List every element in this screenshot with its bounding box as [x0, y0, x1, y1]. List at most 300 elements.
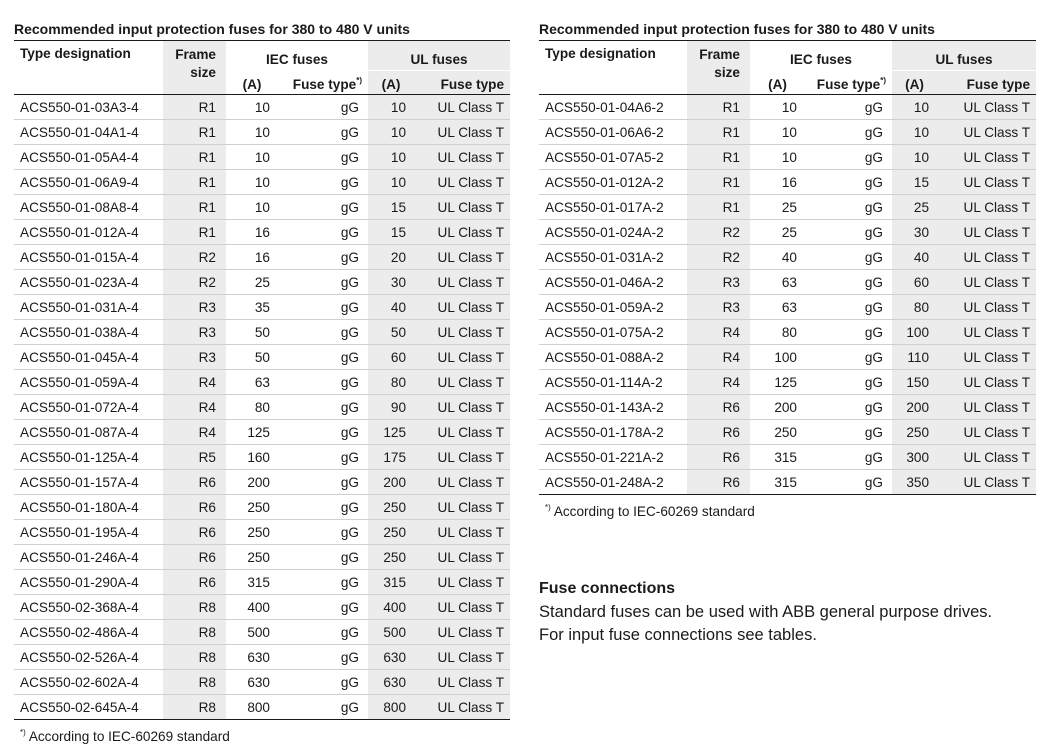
- cell-ul-fuse-type: UL Class T: [414, 145, 510, 170]
- cell-ul-amps: 30: [892, 220, 937, 245]
- cell-type-designation: ACS550-01-087A-4: [14, 420, 163, 445]
- cell-ul-amps: 315: [368, 570, 414, 595]
- cell-iec-amps: 250: [226, 495, 278, 520]
- cell-frame-size: R8: [163, 695, 226, 720]
- table-row: [539, 145, 1036, 170]
- cell-iec-amps: 10: [226, 95, 278, 120]
- cell-iec-amps: 630: [226, 670, 278, 695]
- cell-iec-fuse-type: gG: [278, 445, 368, 470]
- table-row: [14, 420, 510, 445]
- cell-iec-amps: 63: [226, 370, 278, 395]
- cell-ul-amps: 10: [368, 120, 414, 145]
- cell-iec-fuse-type: gG: [805, 295, 892, 320]
- footnote-marker: *): [356, 76, 363, 85]
- cell-type-designation: ACS550-01-248A-2: [539, 470, 687, 495]
- cell-ul-fuse-type: UL Class T: [414, 270, 510, 295]
- cell-iec-fuse-type: gG: [278, 545, 368, 570]
- cell-type-designation: ACS550-01-290A-4: [14, 570, 163, 595]
- cell-type-designation: ACS550-01-04A1-4: [14, 120, 163, 145]
- cell-iec-fuse-type: gG: [278, 520, 368, 545]
- cell-ul-fuse-type: UL Class T: [937, 445, 1036, 470]
- cell-iec-fuse-type: gG: [278, 120, 368, 145]
- cell-iec-fuse-type: gG: [278, 95, 368, 120]
- cell-ul-amps: 250: [368, 495, 414, 520]
- cell-iec-amps: 10: [226, 195, 278, 220]
- cell-iec-amps: 80: [750, 320, 805, 345]
- cell-type-designation: ACS550-01-04A6-2: [539, 95, 687, 120]
- cell-ul-fuse-type: UL Class T: [414, 245, 510, 270]
- cell-ul-amps: 350: [892, 470, 937, 495]
- header-type-designation: Type designation: [14, 41, 163, 95]
- cell-frame-size: R3: [163, 320, 226, 345]
- cell-frame-size: R1: [687, 145, 750, 170]
- cell-iec-amps: 250: [226, 520, 278, 545]
- section-heading: Fuse connections: [539, 580, 676, 597]
- table-row: [14, 645, 510, 670]
- cell-type-designation: ACS550-01-195A-4: [14, 520, 163, 545]
- cell-ul-amps: 40: [368, 295, 414, 320]
- cell-type-designation: ACS550-01-088A-2: [539, 345, 687, 370]
- table-row: [539, 345, 1036, 370]
- cell-ul-fuse-type: UL Class T: [937, 95, 1036, 120]
- table-row: [539, 270, 1036, 295]
- cell-iec-amps: 50: [226, 320, 278, 345]
- cell-ul-amps: 90: [368, 395, 414, 420]
- cell-ul-amps: 250: [368, 520, 414, 545]
- cell-iec-fuse-type: gG: [805, 345, 892, 370]
- table-row: [14, 295, 510, 320]
- cell-type-designation: ACS550-01-059A-4: [14, 370, 163, 395]
- cell-iec-fuse-type: gG: [805, 445, 892, 470]
- cell-ul-amps: 10: [892, 120, 937, 145]
- cell-type-designation: ACS550-01-178A-2: [539, 420, 687, 445]
- cell-frame-size: R4: [687, 320, 750, 345]
- cell-frame-size: R6: [163, 570, 226, 595]
- cell-ul-fuse-type: UL Class T: [414, 395, 510, 420]
- cell-ul-amps: 30: [368, 270, 414, 295]
- cell-ul-fuse-type: UL Class T: [414, 120, 510, 145]
- cell-iec-fuse-type: gG: [805, 420, 892, 445]
- cell-ul-amps: 15: [368, 220, 414, 245]
- cell-iec-fuse-type: gG: [278, 695, 368, 720]
- cell-iec-amps: 10: [750, 120, 805, 145]
- cell-ul-amps: 80: [368, 370, 414, 395]
- cell-type-designation: ACS550-01-031A-2: [539, 245, 687, 270]
- table-row: [14, 145, 510, 170]
- cell-ul-fuse-type: UL Class T: [414, 295, 510, 320]
- cell-type-designation: ACS550-02-645A-4: [14, 695, 163, 720]
- header-frame-size: Frame size: [163, 41, 226, 95]
- cell-ul-fuse-type: UL Class T: [414, 445, 510, 470]
- cell-frame-size: R1: [163, 220, 226, 245]
- cell-type-designation: ACS550-01-017A-2: [539, 195, 687, 220]
- cell-iec-fuse-type: gG: [278, 170, 368, 195]
- cell-iec-fuse-type: gG: [278, 145, 368, 170]
- fuse-table-left-block: [14, 20, 510, 744]
- table-row: [14, 120, 510, 145]
- cell-ul-fuse-type: UL Class T: [937, 120, 1036, 145]
- cell-type-designation: ACS550-01-08A8-4: [14, 195, 163, 220]
- table-row: [14, 495, 510, 520]
- cell-ul-amps: 10: [892, 95, 937, 120]
- table-row: [539, 95, 1036, 120]
- cell-iec-amps: 80: [226, 395, 278, 420]
- table-row: [14, 520, 510, 545]
- table-row: [539, 220, 1036, 245]
- footnote-marker: *): [20, 728, 26, 737]
- cell-iec-fuse-type: gG: [278, 220, 368, 245]
- cell-iec-amps: 50: [226, 345, 278, 370]
- table-row: [539, 170, 1036, 195]
- cell-ul-amps: 10: [892, 145, 937, 170]
- cell-frame-size: R8: [163, 620, 226, 645]
- cell-frame-size: R1: [687, 95, 750, 120]
- footnote: [539, 503, 1036, 519]
- cell-iec-amps: 250: [226, 545, 278, 570]
- header-iec-fuse-type-label: Fuse type: [816, 77, 881, 92]
- cell-ul-amps: 175: [368, 445, 414, 470]
- header-iec-fuse-type-label: Fuse type: [292, 77, 357, 92]
- cell-ul-fuse-type: UL Class T: [414, 95, 510, 120]
- table-title: Recommended input protection fuses for 380 to 480 V units: [14, 20, 510, 41]
- cell-iec-fuse-type: gG: [278, 620, 368, 645]
- cell-frame-size: R2: [687, 220, 750, 245]
- cell-iec-fuse-type: gG: [278, 320, 368, 345]
- cell-ul-amps: 630: [368, 670, 414, 695]
- cell-ul-amps: 200: [368, 470, 414, 495]
- cell-ul-fuse-type: UL Class T: [414, 670, 510, 695]
- cell-ul-amps: 25: [892, 195, 937, 220]
- cell-iec-amps: 400: [226, 595, 278, 620]
- cell-frame-size: R1: [163, 170, 226, 195]
- cell-type-designation: ACS550-01-012A-2: [539, 170, 687, 195]
- header-iec-fuses: IEC fuses: [226, 41, 368, 71]
- cell-ul-fuse-type: UL Class T: [414, 620, 510, 645]
- cell-ul-amps: 10: [368, 95, 414, 120]
- cell-ul-amps: 60: [368, 345, 414, 370]
- table-row: [14, 170, 510, 195]
- cell-frame-size: R5: [163, 445, 226, 470]
- cell-frame-size: R4: [163, 395, 226, 420]
- table-row: [14, 320, 510, 345]
- cell-ul-fuse-type: UL Class T: [937, 220, 1036, 245]
- cell-type-designation: ACS550-01-157A-4: [14, 470, 163, 495]
- header-type-designation: Type designation: [539, 41, 687, 95]
- cell-ul-amps: 500: [368, 620, 414, 645]
- table-row: [14, 545, 510, 570]
- cell-iec-fuse-type: gG: [278, 195, 368, 220]
- table-row: [539, 245, 1036, 270]
- cell-iec-fuse-type: gG: [278, 570, 368, 595]
- header-ul-fuses: UL fuses: [892, 41, 1036, 71]
- cell-frame-size: R3: [687, 270, 750, 295]
- cell-iec-fuse-type: gG: [278, 395, 368, 420]
- cell-type-designation: ACS550-01-05A4-4: [14, 145, 163, 170]
- cell-iec-amps: 200: [226, 470, 278, 495]
- cell-ul-amps: 40: [892, 245, 937, 270]
- table-row: [539, 395, 1036, 420]
- cell-type-designation: ACS550-01-180A-4: [14, 495, 163, 520]
- cell-iec-amps: 250: [750, 420, 805, 445]
- cell-frame-size: R4: [687, 345, 750, 370]
- cell-ul-fuse-type: UL Class T: [414, 695, 510, 720]
- table-row: [14, 395, 510, 420]
- cell-frame-size: R8: [163, 645, 226, 670]
- header-ul-fuses: UL fuses: [368, 41, 510, 71]
- cell-type-designation: ACS550-01-023A-4: [14, 270, 163, 295]
- fuse-table-left: [14, 41, 510, 720]
- cell-iec-amps: 125: [226, 420, 278, 445]
- cell-frame-size: R1: [687, 170, 750, 195]
- cell-ul-fuse-type: UL Class T: [414, 320, 510, 345]
- cell-ul-fuse-type: UL Class T: [414, 520, 510, 545]
- cell-iec-fuse-type: gG: [805, 170, 892, 195]
- cell-frame-size: R6: [163, 495, 226, 520]
- fuse-table-right: [539, 41, 1036, 495]
- table-row: [14, 445, 510, 470]
- cell-iec-amps: 160: [226, 445, 278, 470]
- cell-ul-amps: 300: [892, 445, 937, 470]
- cell-type-designation: ACS550-02-486A-4: [14, 620, 163, 645]
- cell-type-designation: ACS550-01-03A3-4: [14, 95, 163, 120]
- cell-iec-fuse-type: gG: [805, 320, 892, 345]
- cell-type-designation: ACS550-01-07A5-2: [539, 145, 687, 170]
- cell-ul-fuse-type: UL Class T: [937, 270, 1036, 295]
- cell-frame-size: R6: [687, 445, 750, 470]
- cell-iec-fuse-type: gG: [805, 395, 892, 420]
- cell-type-designation: ACS550-01-046A-2: [539, 270, 687, 295]
- footnote-marker: *): [545, 503, 551, 512]
- table-row: [14, 695, 510, 720]
- table-row: [14, 245, 510, 270]
- cell-ul-amps: 250: [892, 420, 937, 445]
- table-row: [14, 95, 510, 120]
- header-ul-fuse-type: Fuse type: [937, 71, 1036, 95]
- cell-frame-size: R1: [163, 120, 226, 145]
- cell-iec-fuse-type: gG: [278, 270, 368, 295]
- cell-ul-amps: 125: [368, 420, 414, 445]
- cell-frame-size: R1: [163, 95, 226, 120]
- cell-ul-amps: 80: [892, 295, 937, 320]
- cell-ul-fuse-type: UL Class T: [937, 145, 1036, 170]
- cell-iec-amps: 16: [226, 245, 278, 270]
- cell-ul-fuse-type: UL Class T: [937, 195, 1036, 220]
- table-row: [14, 270, 510, 295]
- cell-iec-fuse-type: gG: [278, 345, 368, 370]
- cell-ul-fuse-type: UL Class T: [414, 545, 510, 570]
- cell-type-designation: ACS550-01-114A-2: [539, 370, 687, 395]
- cell-frame-size: R2: [687, 245, 750, 270]
- table-row: [539, 320, 1036, 345]
- cell-iec-amps: 800: [226, 695, 278, 720]
- footnote-text: According to IEC-60269 standard: [28, 729, 230, 744]
- cell-frame-size: R6: [687, 470, 750, 495]
- cell-frame-size: R3: [163, 295, 226, 320]
- header-iec-amps: (A): [226, 71, 278, 95]
- cell-ul-fuse-type: UL Class T: [937, 370, 1036, 395]
- cell-iec-fuse-type: gG: [278, 295, 368, 320]
- cell-type-designation: ACS550-01-072A-4: [14, 395, 163, 420]
- cell-ul-fuse-type: UL Class T: [937, 245, 1036, 270]
- cell-type-designation: ACS550-01-06A6-2: [539, 120, 687, 145]
- cell-ul-amps: 110: [892, 345, 937, 370]
- cell-iec-amps: 125: [750, 370, 805, 395]
- cell-iec-amps: 40: [750, 245, 805, 270]
- cell-type-designation: ACS550-01-143A-2: [539, 395, 687, 420]
- cell-type-designation: ACS550-01-06A9-4: [14, 170, 163, 195]
- cell-iec-fuse-type: gG: [278, 245, 368, 270]
- table-row: [14, 595, 510, 620]
- table-row: [14, 195, 510, 220]
- header-iec-fuse-type: [278, 71, 368, 95]
- cell-ul-amps: 20: [368, 245, 414, 270]
- cell-frame-size: R6: [687, 395, 750, 420]
- cell-ul-amps: 15: [368, 195, 414, 220]
- cell-ul-amps: 10: [368, 145, 414, 170]
- cell-type-designation: ACS550-01-125A-4: [14, 445, 163, 470]
- cell-iec-amps: 63: [750, 295, 805, 320]
- cell-ul-amps: 400: [368, 595, 414, 620]
- header-frame-size: Frame size: [687, 41, 750, 95]
- cell-ul-fuse-type: UL Class T: [937, 345, 1036, 370]
- cell-ul-fuse-type: UL Class T: [414, 570, 510, 595]
- cell-frame-size: R8: [163, 595, 226, 620]
- cell-ul-fuse-type: UL Class T: [414, 495, 510, 520]
- cell-type-designation: ACS550-01-024A-2: [539, 220, 687, 245]
- table-row: [14, 370, 510, 395]
- cell-ul-amps: 100: [892, 320, 937, 345]
- cell-ul-fuse-type: UL Class T: [937, 170, 1036, 195]
- table-title: Recommended input protection fuses for 380 to 480 V units: [539, 20, 1036, 41]
- cell-iec-amps: 16: [226, 220, 278, 245]
- header-ul-fuse-type: Fuse type: [414, 71, 510, 95]
- fuse-connections-section: [539, 578, 999, 647]
- cell-iec-amps: 100: [750, 345, 805, 370]
- table-row: [539, 420, 1036, 445]
- footnote-text: According to IEC-60269 standard: [553, 504, 755, 519]
- fuse-table-right-block: [539, 20, 1036, 519]
- cell-type-designation: ACS550-01-012A-4: [14, 220, 163, 245]
- cell-iec-amps: 315: [750, 470, 805, 495]
- cell-type-designation: ACS550-02-602A-4: [14, 670, 163, 695]
- cell-iec-fuse-type: gG: [805, 470, 892, 495]
- header-iec-fuse-type: [805, 71, 892, 95]
- table-row: [539, 195, 1036, 220]
- cell-type-designation: ACS550-01-045A-4: [14, 345, 163, 370]
- cell-iec-amps: 10: [226, 120, 278, 145]
- cell-ul-fuse-type: UL Class T: [937, 395, 1036, 420]
- cell-iec-amps: 10: [226, 145, 278, 170]
- cell-ul-amps: 250: [368, 545, 414, 570]
- cell-frame-size: R3: [687, 295, 750, 320]
- header-ul-amps: (A): [368, 71, 414, 95]
- cell-iec-fuse-type: gG: [278, 420, 368, 445]
- cell-iec-amps: 35: [226, 295, 278, 320]
- cell-iec-fuse-type: gG: [805, 120, 892, 145]
- footnote: [14, 728, 510, 744]
- cell-iec-fuse-type: gG: [805, 145, 892, 170]
- cell-type-designation: ACS550-01-038A-4: [14, 320, 163, 345]
- cell-iec-amps: 10: [750, 145, 805, 170]
- cell-ul-fuse-type: UL Class T: [414, 420, 510, 445]
- cell-iec-fuse-type: gG: [805, 245, 892, 270]
- cell-ul-amps: 60: [892, 270, 937, 295]
- cell-type-designation: ACS550-01-059A-2: [539, 295, 687, 320]
- cell-frame-size: R1: [687, 195, 750, 220]
- table-row: [14, 570, 510, 595]
- table-row: [14, 470, 510, 495]
- cell-iec-amps: 10: [750, 95, 805, 120]
- section-body: Standard fuses can be used with ABB general purpose drives. For input fuse connections see tables.: [539, 603, 993, 644]
- cell-ul-fuse-type: UL Class T: [414, 220, 510, 245]
- cell-iec-fuse-type: gG: [278, 670, 368, 695]
- cell-iec-amps: 315: [750, 445, 805, 470]
- cell-ul-fuse-type: UL Class T: [414, 595, 510, 620]
- header-iec-amps: (A): [750, 71, 805, 95]
- cell-iec-fuse-type: gG: [278, 495, 368, 520]
- cell-iec-fuse-type: gG: [805, 220, 892, 245]
- cell-ul-amps: 10: [368, 170, 414, 195]
- table-row: [539, 470, 1036, 495]
- table-row: [14, 670, 510, 695]
- cell-frame-size: R4: [163, 370, 226, 395]
- cell-type-designation: ACS550-01-246A-4: [14, 545, 163, 570]
- cell-type-designation: ACS550-01-015A-4: [14, 245, 163, 270]
- cell-ul-amps: 15: [892, 170, 937, 195]
- cell-iec-amps: 25: [750, 195, 805, 220]
- cell-iec-amps: 630: [226, 645, 278, 670]
- table-row: [539, 295, 1036, 320]
- table-row: [539, 120, 1036, 145]
- cell-iec-amps: 25: [750, 220, 805, 245]
- cell-iec-amps: 315: [226, 570, 278, 595]
- cell-frame-size: R8: [163, 670, 226, 695]
- cell-ul-amps: 150: [892, 370, 937, 395]
- cell-frame-size: R1: [163, 145, 226, 170]
- cell-frame-size: R2: [163, 245, 226, 270]
- cell-ul-fuse-type: UL Class T: [937, 420, 1036, 445]
- cell-frame-size: R4: [163, 420, 226, 445]
- footnote-marker: *): [880, 76, 887, 85]
- cell-iec-amps: 200: [750, 395, 805, 420]
- table-row: [539, 445, 1036, 470]
- cell-frame-size: R3: [163, 345, 226, 370]
- cell-ul-fuse-type: UL Class T: [414, 470, 510, 495]
- cell-iec-fuse-type: gG: [805, 195, 892, 220]
- cell-iec-amps: 500: [226, 620, 278, 645]
- cell-iec-fuse-type: gG: [805, 370, 892, 395]
- cell-ul-fuse-type: UL Class T: [937, 320, 1036, 345]
- cell-iec-amps: 10: [226, 170, 278, 195]
- cell-frame-size: R4: [687, 370, 750, 395]
- cell-ul-amps: 630: [368, 645, 414, 670]
- cell-ul-fuse-type: UL Class T: [937, 470, 1036, 495]
- cell-type-designation: ACS550-02-526A-4: [14, 645, 163, 670]
- cell-ul-fuse-type: UL Class T: [937, 295, 1036, 320]
- cell-iec-fuse-type: gG: [278, 645, 368, 670]
- cell-iec-amps: 16: [750, 170, 805, 195]
- cell-iec-fuse-type: gG: [278, 595, 368, 620]
- cell-frame-size: R6: [163, 545, 226, 570]
- cell-frame-size: R1: [163, 195, 226, 220]
- cell-frame-size: R6: [163, 470, 226, 495]
- cell-frame-size: R1: [687, 120, 750, 145]
- cell-iec-amps: 25: [226, 270, 278, 295]
- cell-ul-fuse-type: UL Class T: [414, 645, 510, 670]
- cell-ul-amps: 800: [368, 695, 414, 720]
- cell-ul-amps: 50: [368, 320, 414, 345]
- cell-ul-amps: 200: [892, 395, 937, 420]
